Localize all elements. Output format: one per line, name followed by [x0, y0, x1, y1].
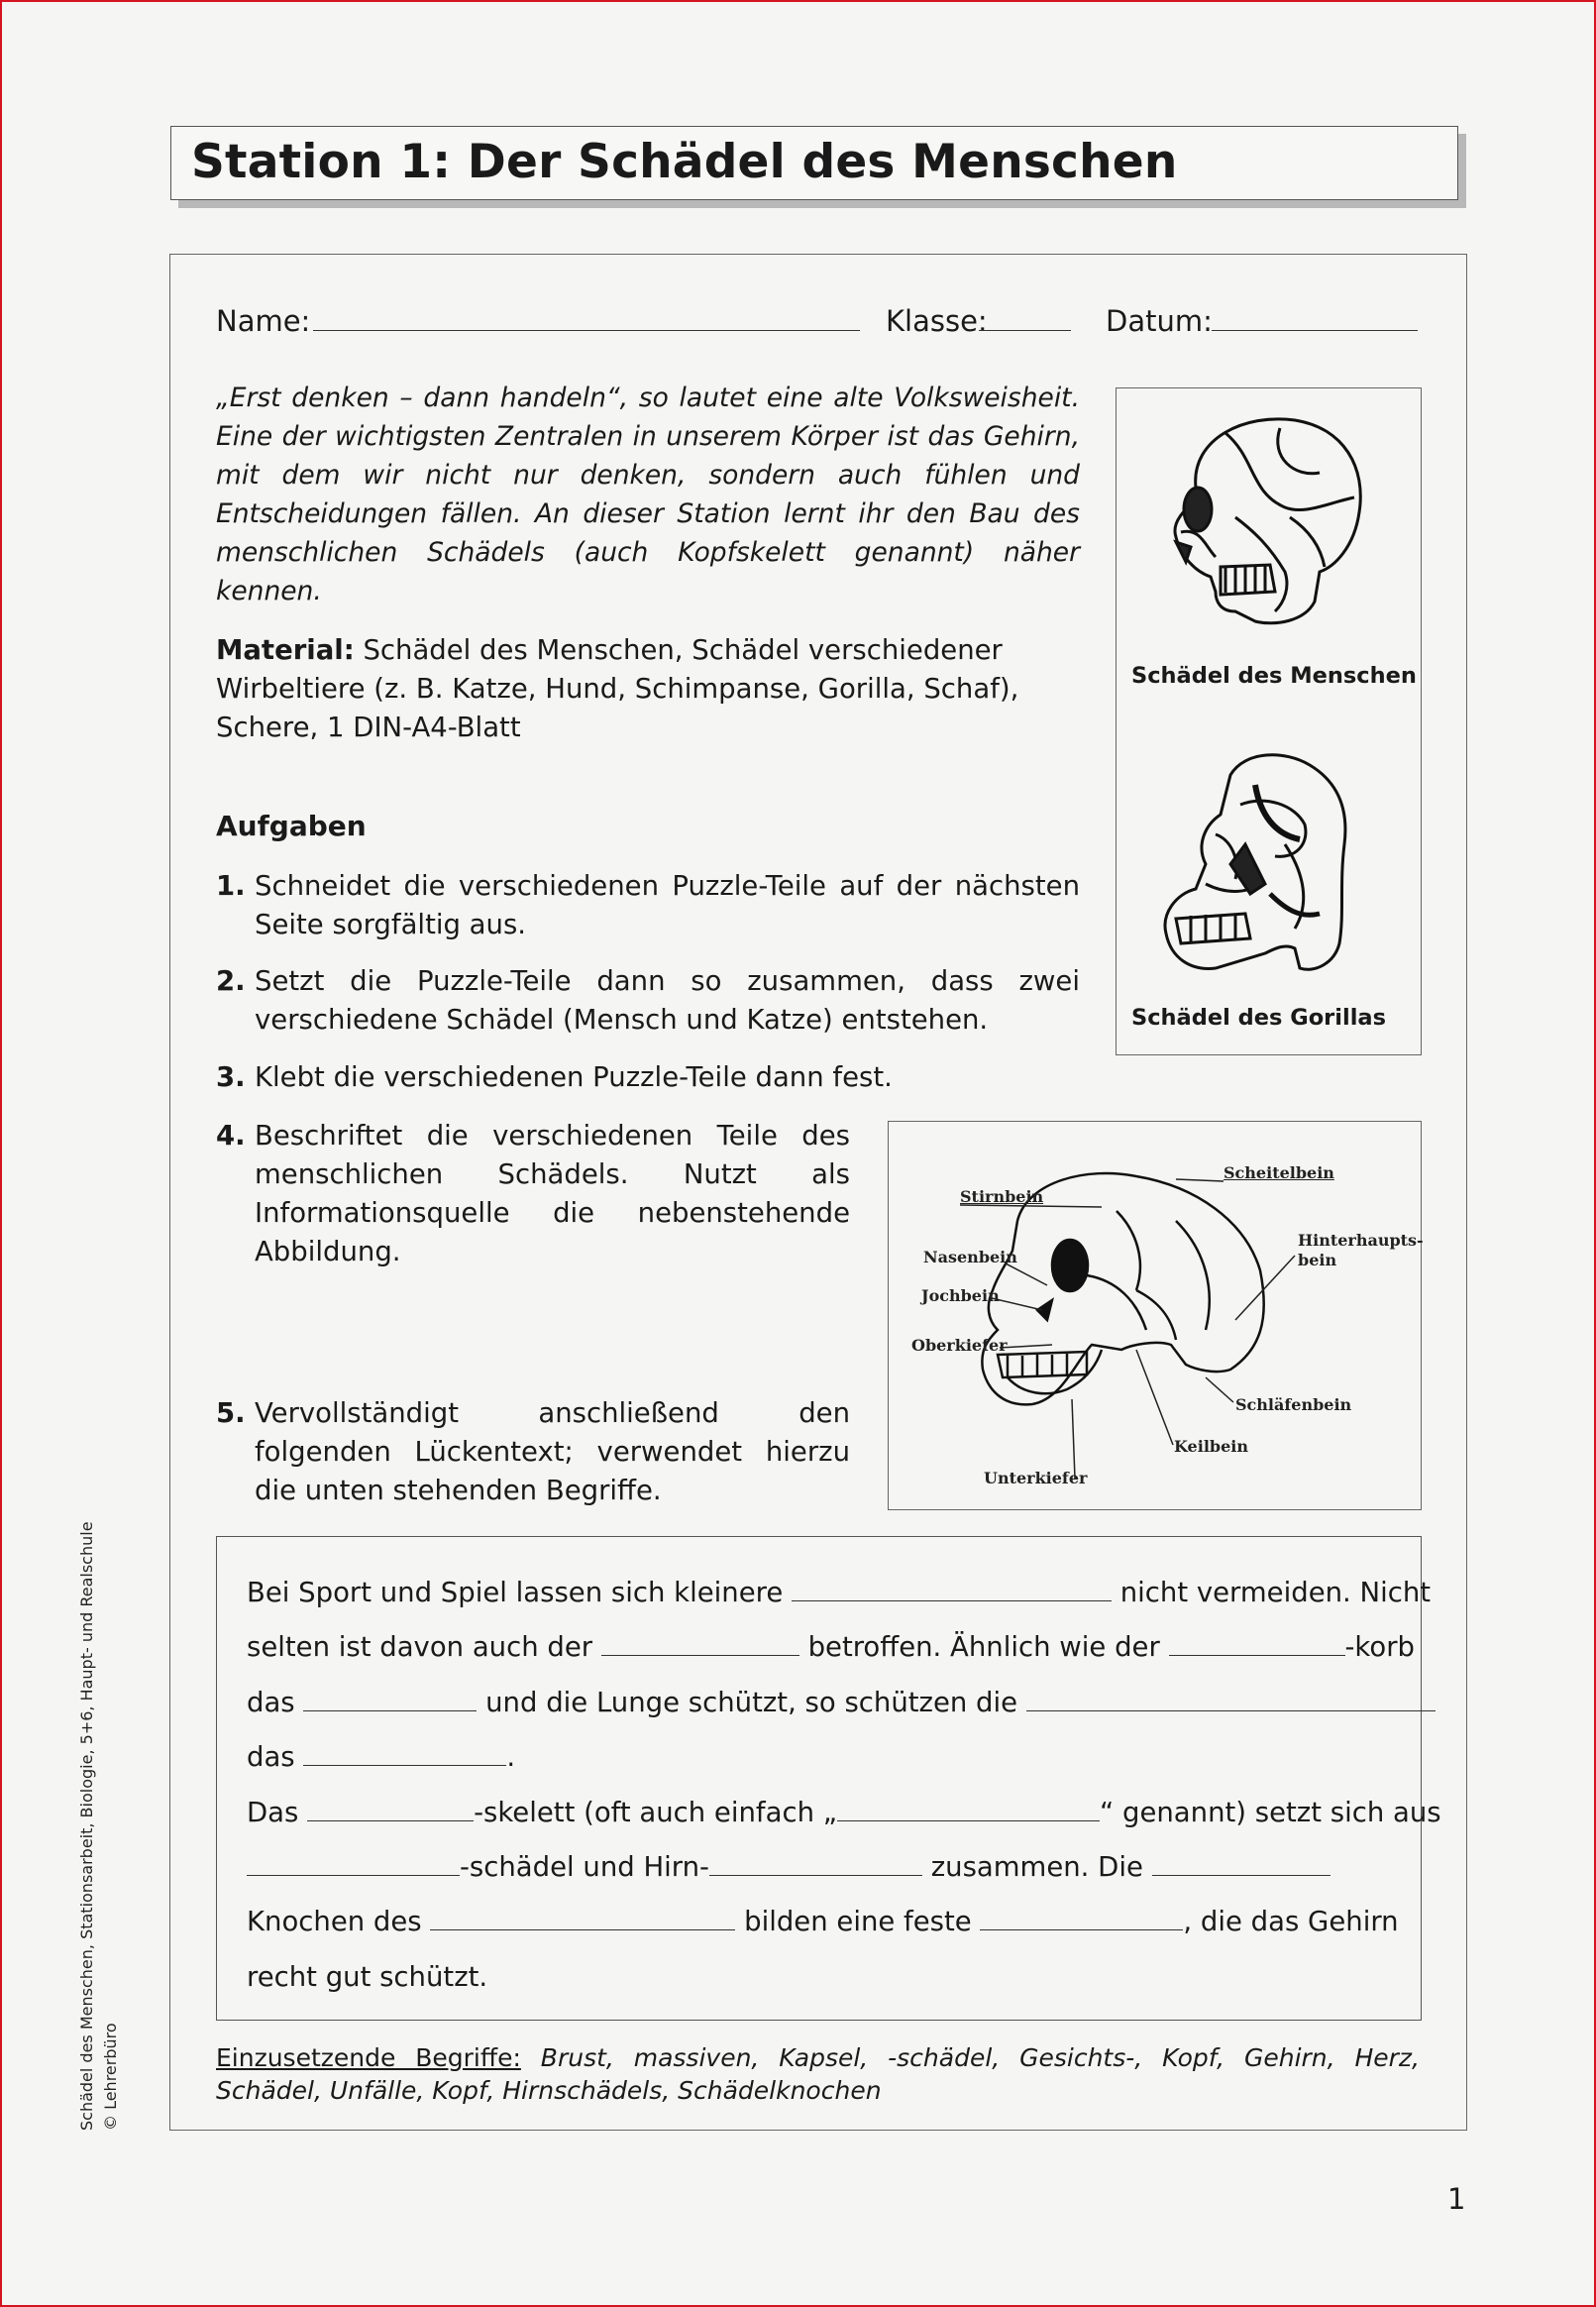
human-skull-illustration	[1136, 398, 1374, 636]
cloze-row-5	[247, 1797, 1441, 1828]
name-label: Name:	[216, 304, 311, 338]
cloze-fragment: und die Lunge schützt, so schützen die	[477, 1687, 1026, 1718]
cloze-row-4	[247, 1741, 515, 1773]
cloze-gap[interactable]	[837, 1799, 1100, 1821]
datum-label: Datum:	[1106, 304, 1213, 338]
cloze-fragment: zusammen. Die	[921, 1851, 1152, 1883]
task-number: 5.	[216, 1397, 246, 1429]
task-number: 4.	[216, 1120, 246, 1152]
intro-text: „Erst denken – dann handeln“, so lautet eine alte Volksweisheit. Eine der wichtigsten Zentralen in unserem Körper ist das Gehirn, mit dem wir nicht nur denken, sondern auch fühlen und Entscheidungen fällen. An dieser Station lernt ihr den Bau des menschlichen Schädels (auch Kopfskelett genannt) näher kennen.	[216, 383, 1080, 606]
task-number: 3.	[216, 1061, 246, 1093]
task-text: Klebt die verschiedenen Puzzle-Teile dann fest.	[255, 1061, 893, 1093]
label-hinterhauptsbein-1: Hinterhaupts-	[1298, 1231, 1424, 1250]
label-jochbein: Jochbein	[921, 1286, 1000, 1305]
sidenote-line-1: Schädel des Menschen, Stationsarbeit, Biologie, 5+6, Haupt- und Realschule	[77, 1521, 96, 2131]
labeled-skull-illustration	[889, 1122, 1421, 1509]
cloze-fragment: nicht vermeiden. Nicht	[1111, 1577, 1432, 1608]
task-number: 1.	[216, 870, 246, 902]
label-keilbein: Keilbein	[1174, 1437, 1248, 1456]
cloze-fragment: betroffen. Ähnlich wie der	[798, 1631, 1169, 1663]
task-text: Beschriftet die verschiedenen Teile des menschlichen Schädels. Nutzt als Informationsquelle die nebenstehende Abbildung.	[255, 1120, 850, 1267]
cloze-fragment: bilden eine feste	[735, 1906, 981, 1937]
cloze-fragment: recht gut schützt.	[247, 1961, 488, 1993]
cloze-fragment: das	[247, 1687, 304, 1718]
cloze-fragment: .	[506, 1741, 516, 1773]
cloze-fragment: Knochen des	[247, 1906, 431, 1937]
terms-values: Brust, massiven, Kapsel, -schädel, Gesichts-, Kopf, Gehirn, Herz, Schädel, Unfälle, Kopf, Hirnschädels, Schädelknochen	[216, 2043, 1420, 2105]
cloze-gap[interactable]	[430, 1908, 735, 1930]
label-nasenbein: Nasenbein	[923, 1248, 1017, 1266]
gorilla-skull-illustration	[1136, 745, 1374, 1003]
cloze-fragment: Das	[247, 1797, 308, 1828]
title-box	[170, 126, 1458, 200]
human-skull-caption: Schädel des Menschen	[1131, 663, 1417, 689]
cloze-row-8	[247, 1961, 487, 1993]
cloze-gap[interactable]	[601, 1633, 799, 1656]
label-stirnbein: Stirnbein	[960, 1187, 1044, 1206]
labeled-skull-diagram	[888, 1121, 1422, 1510]
cloze-gap[interactable]	[792, 1579, 1112, 1601]
aufgaben-heading: Aufgaben	[216, 810, 367, 842]
label-hinterhauptsbein-2: bein	[1298, 1251, 1337, 1269]
cloze-gap[interactable]	[303, 1743, 506, 1766]
cloze-gap[interactable]	[247, 1853, 460, 1876]
cloze-text-box	[216, 1536, 1441, 2021]
label-scheitelbein: Scheitelbein	[1224, 1163, 1334, 1182]
cloze-gap[interactable]	[303, 1689, 477, 1711]
cloze-fragment: Bei Sport und Spiel lassen sich kleinere	[247, 1577, 792, 1608]
name-line	[313, 330, 860, 331]
material-text	[216, 631, 1080, 747]
cloze-fragment: “ genannt) setzt sich aus	[1100, 1797, 1441, 1828]
sidenote-line-2: © Lehrerbüro	[101, 2023, 120, 2131]
cloze-gap[interactable]	[980, 1908, 1183, 1930]
cloze-gap[interactable]	[1169, 1633, 1345, 1656]
cloze-row-3	[247, 1687, 1436, 1718]
klasse-line	[979, 330, 1071, 331]
cloze-fragment: , die das Gehirn	[1183, 1906, 1399, 1937]
cloze-row-6	[247, 1851, 1330, 1883]
cloze-gap[interactable]	[1026, 1689, 1436, 1711]
cloze-fragment: -schädel und Hirn-	[460, 1851, 709, 1883]
label-unterkiefer: Unterkiefer	[984, 1469, 1088, 1487]
gorilla-skull-caption: Schädel des Gorillas	[1131, 1005, 1386, 1031]
material-label: Material:	[216, 634, 355, 666]
task-text: Vervollständigt anschließend den folgenden Lückentext; verwendet hierzu die unten stehenden Begriffe.	[255, 1397, 850, 1506]
task-text: Schneidet die verschiedenen Puzzle-Teile auf der nächsten Seite sorgfältig aus.	[255, 870, 1080, 940]
datum-line	[1212, 330, 1418, 331]
cloze-fragment: -skelett (oft auch einfach „	[474, 1797, 837, 1828]
cloze-fragment: das	[247, 1741, 304, 1773]
material-list: Schädel des Menschen, Schädel verschiedener Wirbeltiere (z. B. Katze, Hund, Schimpanse, Gorilla, Schaf), Schere, 1 DIN-A4-Blatt	[216, 634, 1019, 743]
klasse-label: Klasse:	[886, 304, 988, 338]
skull-comparison-panel	[1116, 387, 1422, 1055]
task-number: 2.	[216, 965, 246, 997]
task-text: Setzt die Puzzle-Teile dann so zusammen, dass zwei verschiedene Schädel (Mensch und Katze) entstehen.	[255, 965, 1080, 1036]
cloze-fragment: selten ist davon auch der	[247, 1631, 601, 1663]
label-schlaefenbein: Schläfenbein	[1235, 1395, 1352, 1414]
cloze-gap[interactable]	[709, 1853, 922, 1876]
page-number: 1	[1447, 2182, 1466, 2216]
cloze-gap[interactable]	[307, 1799, 474, 1821]
label-oberkiefer: Oberkiefer	[911, 1336, 1008, 1355]
cloze-fragment: -korb	[1344, 1631, 1415, 1663]
terms-label: Einzusetzende Begriffe:	[216, 2043, 521, 2072]
cloze-row-1	[247, 1577, 1431, 1608]
copyright-sidenote	[75, 1521, 123, 2131]
terms-list	[216, 2041, 1420, 2107]
cloze-row-7	[247, 1906, 1399, 1937]
page-title: Station 1: Der Schädel des Menschen	[191, 135, 1178, 189]
cloze-gap[interactable]	[1152, 1853, 1330, 1876]
cloze-row-2	[247, 1631, 1415, 1663]
